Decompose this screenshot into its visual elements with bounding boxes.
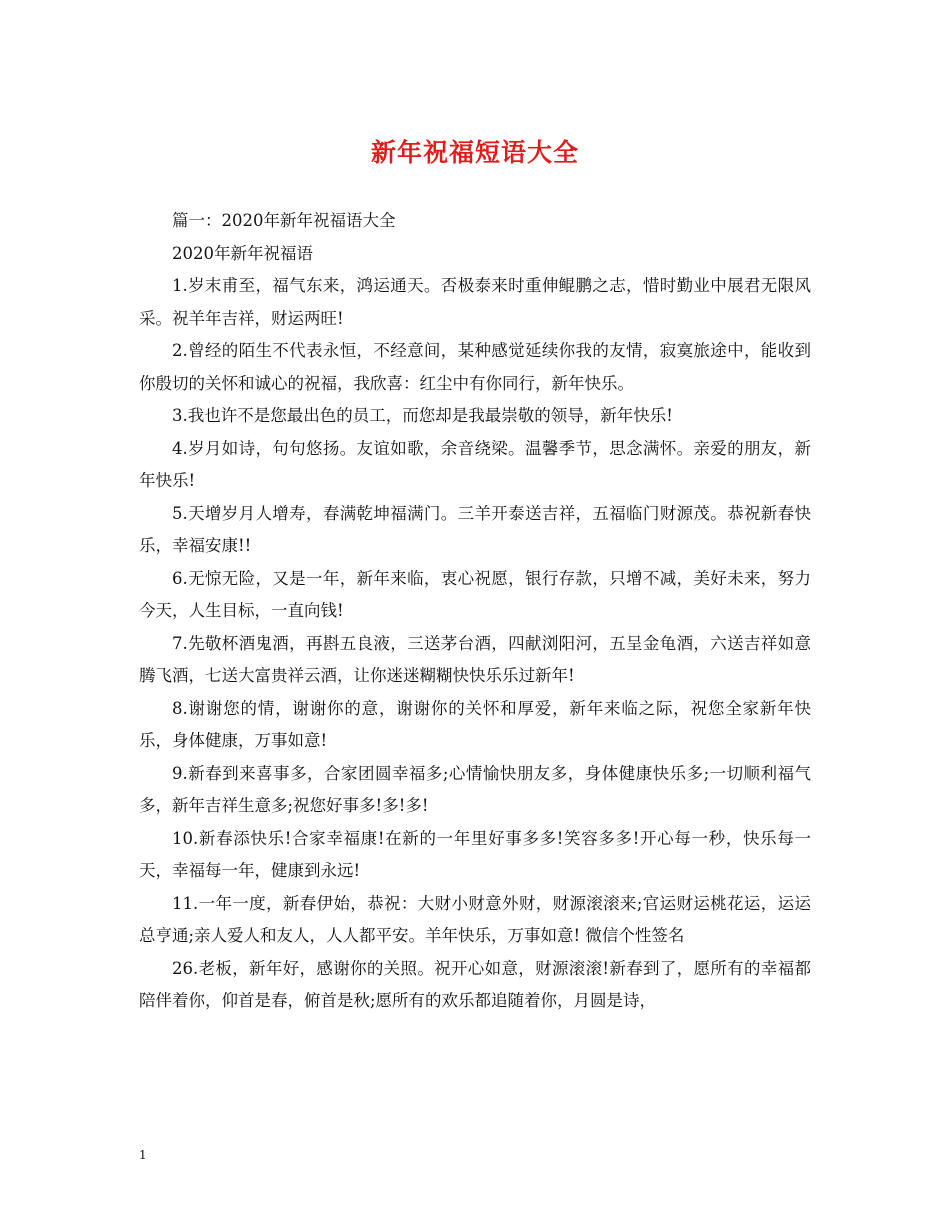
paragraph: 8.谢谢您的情，谢谢你的意，谢谢你的关怀和厚爱，新年来临之际，祝您全家新年快乐，身体健康，万事如意!	[139, 698, 811, 750]
paragraph: 4.岁月如诗，句句悠扬。友谊如歌，余音绕梁。温馨季节，思念满怀。亲爱的朋友，新年快乐!	[139, 438, 811, 490]
paragraph: 1.岁末甫至，福气东来，鸿运通天。否极泰来时重伸鲲鹏之志，惜时勤业中展君无限风采。祝羊年吉祥，财运两旺!	[139, 276, 811, 328]
document-title: 新年祝福短语大全	[370, 138, 579, 167]
subheading: 2020年新年祝福语	[172, 243, 313, 263]
paragraph: 2.曾经的陌生不代表永恒，不经意间，某种感觉延续你我的友情，寂寞旅途中，能收到你殷切的关怀和诚心的祝福，我欣喜：红尘中有你同行，新年快乐。	[139, 341, 811, 393]
paragraph: 26.老板，新年好，感谢你的关照。祝开心如意，财源滚滚!新春到了，愿所有的幸福都陪伴着你，仰首是春，俯首是秋;愿所有的欢乐都追随着你，月圆是诗，	[139, 958, 811, 1010]
paragraph: 9.新春到来喜事多，合家团圆幸福多;心情愉快朋友多，身体健康快乐多;一切顺利福气多，新年吉祥生意多;祝您好事多!多!多!	[139, 763, 811, 815]
paragraph: 10.新春添快乐!合家幸福康!在新的一年里好事多多!笑容多多!开心每一秒，快乐每一天，幸福每一年，健康到永远!	[139, 828, 811, 880]
section-heading: 篇一：2020年新年祝福语大全	[172, 211, 396, 230]
paragraph: 5.天增岁月人增寿，春满乾坤福满门。三羊开泰送吉祥，五福临门财源茂。恭祝新春快乐，幸福安康!!	[139, 503, 811, 555]
paragraph: 7.先敬杯酒鬼酒，再斟五良液，三送茅台酒，四献浏阳河，五呈金龟酒，六送吉祥如意腾飞酒，七送大富贵祥云酒，让你迷迷糊糊快快乐乐过新年!	[139, 633, 811, 685]
paragraph: 11.一年一度，新春伊始，恭祝：大财小财意外财，财源滚滚来;官运财运桃花运，运运总亨通;亲人爱人和友人，人人都平安。羊年快乐，万事如意! 微信个性签名	[139, 893, 811, 945]
page-number: 1	[139, 1148, 147, 1162]
document-body	[139, 205, 811, 1018]
paragraph: 6.无惊无险，又是一年，新年来临，衷心祝愿，银行存款，只增不减，美好未来，努力今天，人生目标，一直向钱!	[139, 568, 811, 620]
paragraph: 3.我也许不是您最出色的员工，而您却是我最崇敬的领导，新年快乐!	[172, 406, 673, 425]
